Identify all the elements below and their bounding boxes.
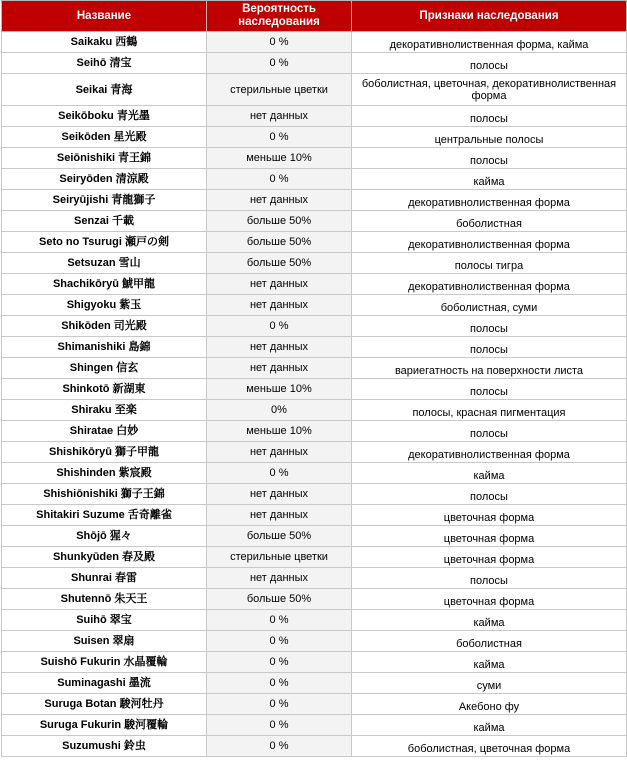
traits-cell: декоративнолиственная форма [352,190,627,211]
probability-cell: нет данных [207,106,352,127]
variety-name-cell: Suishō Fukurin 水晶覆輪 [2,652,207,673]
traits-cell: полосы [352,484,627,505]
traits-cell: декоративнолиственная форма, кайма [352,32,627,53]
variety-name-cell: Suzumushi 鈴虫 [2,736,207,757]
table-row [2,610,627,631]
probability-cell: 0 % [207,673,352,694]
variety-name-cell: Shōjō 猩々 [2,526,207,547]
table-row [2,358,627,379]
table-row [2,484,627,505]
variety-name-cell: Shutennō 朱天王 [2,589,207,610]
variety-name-cell: Suruga Fukurin 駿河覆輪 [2,715,207,736]
variety-name-cell: Seiōnishiki 青王錦 [2,148,207,169]
probability-cell: 0 % [207,316,352,337]
traits-cell: цветочная форма [352,526,627,547]
probability-cell: больше 50% [207,211,352,232]
traits-cell: кайма [352,715,627,736]
header-traits: Признаки наследования [352,1,627,32]
probability-cell: меньше 10% [207,148,352,169]
probability-cell: 0 % [207,169,352,190]
variety-name-cell: Setsuzan 雪山 [2,253,207,274]
table-row [2,694,627,715]
table-row [2,505,627,526]
table-row [2,53,627,74]
traits-cell: кайма [352,169,627,190]
traits-cell: кайма [352,652,627,673]
traits-cell: боболистная, цветочная, декоративнолиственная форма [352,74,627,106]
variety-name-cell: Shikōden 司光殿 [2,316,207,337]
probability-cell: нет данных [207,337,352,358]
probability-cell: нет данных [207,505,352,526]
table-row [2,274,627,295]
variety-name-cell: Shunkyūden 春及殿 [2,547,207,568]
table-row [2,589,627,610]
traits-cell: цветочная форма [352,589,627,610]
traits-cell: полосы тигра [352,253,627,274]
variety-name-cell: Seikai 青海 [2,74,207,106]
table-row [2,463,627,484]
table-row [2,652,627,673]
variety-name-cell: Seikōboku 青光墨 [2,106,207,127]
table-row [2,74,627,106]
variety-name-cell: Shiraku 至楽 [2,400,207,421]
variety-name-cell: Shishinden 紫宸殿 [2,463,207,484]
probability-cell: нет данных [207,295,352,316]
variety-name-cell: Shishiōnishiki 獅子王錦 [2,484,207,505]
traits-cell: полосы [352,53,627,74]
traits-cell: полосы [352,316,627,337]
probability-cell: 0 % [207,127,352,148]
variety-name-cell: Shachikōryū 鯱甲龍 [2,274,207,295]
variety-name-cell: Seihō 清宝 [2,53,207,74]
table-row [2,232,627,253]
probability-cell: нет данных [207,442,352,463]
probability-cell: 0 % [207,631,352,652]
probability-cell: больше 50% [207,589,352,610]
traits-cell: декоративнолиственная форма [352,442,627,463]
variety-name-cell: Shigyoku 紫玉 [2,295,207,316]
traits-cell: вариегатность на поверхности листа [352,358,627,379]
variety-name-cell: Seiryūjishi 青龍獅子 [2,190,207,211]
probability-cell: 0 % [207,610,352,631]
table-body [2,32,627,757]
traits-cell: боболистная [352,211,627,232]
probability-cell: меньше 10% [207,421,352,442]
table-row [2,736,627,757]
header-name: Название [2,1,207,32]
traits-cell: центральные полосы [352,127,627,148]
traits-cell: кайма [352,610,627,631]
variety-name-cell: Seiryōden 清涼殿 [2,169,207,190]
traits-cell: боболистная, суми [352,295,627,316]
traits-cell: Акебоно фу [352,694,627,715]
traits-cell: боболистная, цветочная форма [352,736,627,757]
traits-cell: кайма [352,463,627,484]
table-row [2,211,627,232]
variety-name-cell: Shingen 信玄 [2,358,207,379]
variety-name-cell: Shinkotō 新湖東 [2,379,207,400]
table-row [2,631,627,652]
probability-cell: 0 % [207,652,352,673]
variety-name-cell: Seikōden 星光殿 [2,127,207,148]
table-row [2,568,627,589]
traits-cell: цветочная форма [352,547,627,568]
probability-cell: стерильные цветки [207,547,352,568]
variety-name-cell: Shimanishiki 島錦 [2,337,207,358]
probability-cell: 0 % [207,53,352,74]
table-row [2,421,627,442]
variety-name-cell: Saikaku 西鶴 [2,32,207,53]
table-row [2,106,627,127]
traits-cell: полосы [352,148,627,169]
table-row [2,547,627,568]
probability-cell: нет данных [207,484,352,505]
table-row [2,400,627,421]
traits-cell: цветочная форма [352,505,627,526]
traits-cell: полосы [352,421,627,442]
variety-name-cell: Shunrai 春雷 [2,568,207,589]
variety-name-cell: Seto no Tsurugi 瀬戸の剣 [2,232,207,253]
traits-cell: полосы [352,379,627,400]
table-row [2,316,627,337]
table-row [2,715,627,736]
table-row [2,379,627,400]
variety-name-cell: Senzai 千載 [2,211,207,232]
probability-cell: больше 50% [207,526,352,547]
table-row [2,190,627,211]
table-row [2,32,627,53]
variety-name-cell: Shitakiri Suzume 舌奇離雀 [2,505,207,526]
variety-name-cell: Suruga Botan 駿河牡丹 [2,694,207,715]
table-row [2,295,627,316]
table-row [2,337,627,358]
table-row [2,127,627,148]
traits-cell: полосы [352,337,627,358]
variety-name-cell: Suminagashi 墨流 [2,673,207,694]
table-header-row [2,1,627,32]
traits-cell: полосы, красная пигментация [352,400,627,421]
traits-cell: декоративнолиственная форма [352,232,627,253]
probability-cell: больше 50% [207,253,352,274]
header-probability: Вероятность наследования [207,1,352,32]
probability-cell: нет данных [207,190,352,211]
traits-cell: полосы [352,106,627,127]
probability-cell: больше 50% [207,232,352,253]
traits-cell: декоративнолиственная форма [352,274,627,295]
table-row [2,526,627,547]
traits-cell: суми [352,673,627,694]
table-row [2,253,627,274]
variety-name-cell: Shiratae 白妙 [2,421,207,442]
variety-name-cell: Suihō 翠宝 [2,610,207,631]
probability-cell: 0% [207,400,352,421]
variety-table [1,0,627,757]
probability-cell: 0 % [207,694,352,715]
variety-name-cell: Suisen 翠扇 [2,631,207,652]
table-row [2,442,627,463]
traits-cell: полосы [352,568,627,589]
table-row [2,169,627,190]
probability-cell: 0 % [207,715,352,736]
probability-cell: стерильные цветки [207,74,352,106]
probability-cell: нет данных [207,274,352,295]
probability-cell: нет данных [207,568,352,589]
probability-cell: меньше 10% [207,379,352,400]
probability-cell: 0 % [207,463,352,484]
variety-name-cell: Shishikōryū 獅子甲龍 [2,442,207,463]
traits-cell: боболистная [352,631,627,652]
table-row [2,673,627,694]
probability-cell: нет данных [207,358,352,379]
table-row [2,148,627,169]
probability-cell: 0 % [207,32,352,53]
probability-cell: 0 % [207,736,352,757]
